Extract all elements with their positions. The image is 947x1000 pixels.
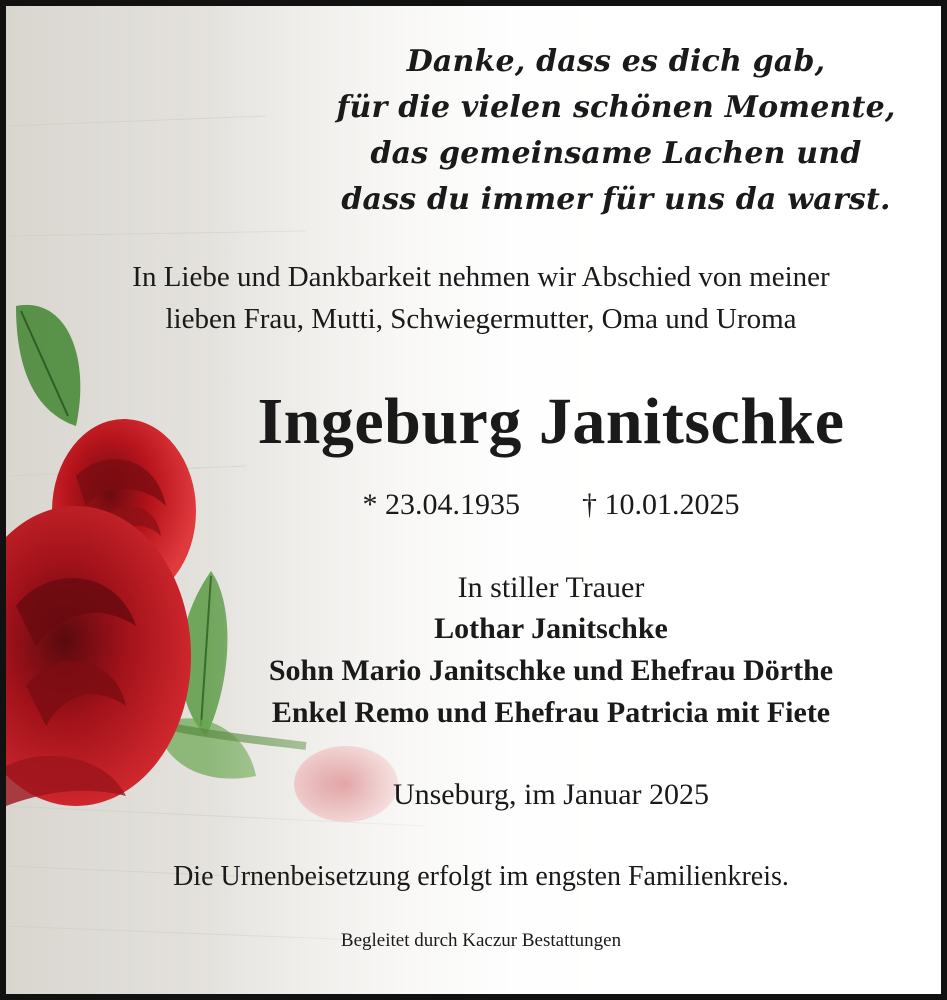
poem-line-2: für die vielen schönen Momente, bbox=[336, 90, 896, 125]
intro-line-2: lieben Frau, Mutti, Schwiegermutter, Oma und Uroma bbox=[165, 303, 797, 335]
life-dates bbox=[206, 488, 896, 522]
poem-line-1: Danke, dass es dich gab, bbox=[406, 44, 826, 79]
deceased-name: Ingeburg Janitschke bbox=[257, 385, 845, 458]
place-and-date: Unseburg, im Januar 2025 bbox=[392, 778, 710, 811]
mourner-line-3: Enkel Remo und Ehefrau Patricia mit Fiete bbox=[271, 696, 831, 729]
burial-notice: Die Urnenbeisetzung erfolgt im engsten Familienkreis. bbox=[173, 861, 789, 892]
poem-line-3: das gemeinsame Lachen und bbox=[370, 136, 862, 171]
undertaker-credit: Begleitet durch Kaczur Bestattungen bbox=[340, 930, 622, 951]
mourner-line-1: Lothar Janitschke bbox=[434, 612, 668, 645]
mourners-heading: In stiller Trauer bbox=[457, 571, 645, 604]
obituary-text bbox=[6, 6, 941, 994]
death-date: † 10.01.2025 bbox=[582, 488, 740, 521]
poem-line-4: dass du immer für uns da warst. bbox=[341, 182, 891, 217]
birth-date: * 23.04.1935 bbox=[362, 488, 520, 521]
intro-line-1: In Liebe und Dankbarkeit nehmen wir Abschied von meiner bbox=[132, 261, 830, 293]
mourner-line-2: Sohn Mario Janitschke und Ehefrau Dörthe bbox=[268, 654, 834, 687]
